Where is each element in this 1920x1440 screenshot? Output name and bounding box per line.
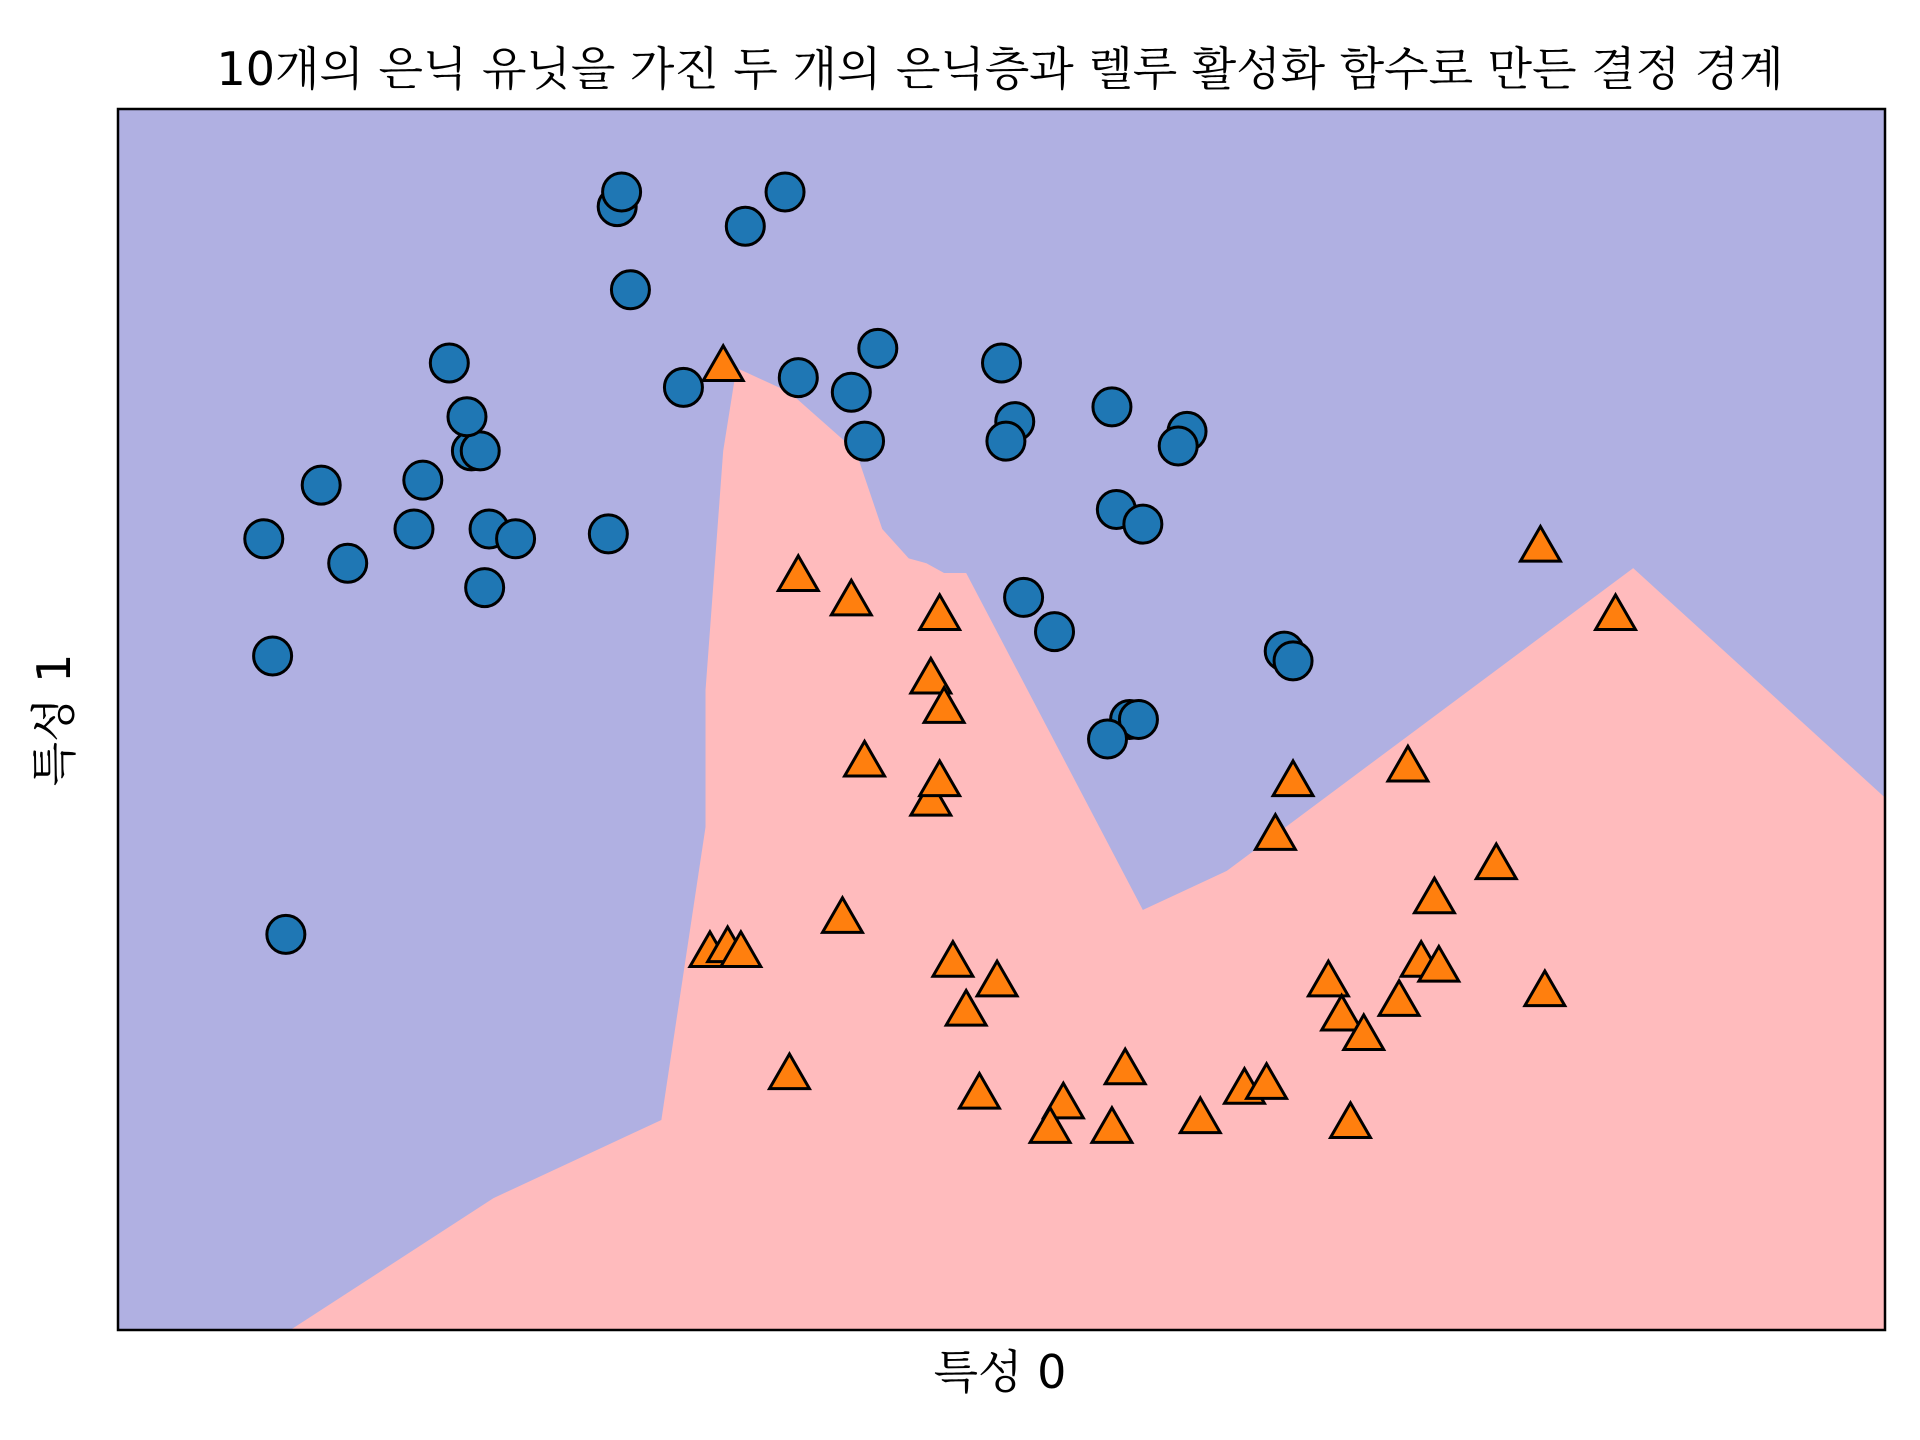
class-0-point — [983, 344, 1021, 382]
class-0-point — [832, 373, 870, 411]
plot-area — [118, 109, 1885, 1330]
class-0-point — [497, 520, 535, 558]
class-0-point — [1124, 505, 1162, 543]
class-0-point — [329, 544, 367, 582]
class-0-point — [1036, 613, 1074, 651]
class-0-point — [766, 173, 804, 211]
class-0-point — [987, 422, 1025, 460]
class-0-point — [859, 329, 897, 367]
class-0-point — [611, 271, 649, 309]
class-0-point — [603, 173, 641, 211]
class-0-point — [726, 207, 764, 245]
class-0-point — [461, 432, 499, 470]
x-axis-label: 특성 0 — [933, 1345, 1067, 1399]
class-0-point — [1274, 642, 1312, 680]
class-0-point — [302, 466, 340, 504]
class-0-point — [1005, 578, 1043, 616]
class-0-point — [245, 520, 283, 558]
class-0-point — [846, 422, 884, 460]
class-0-point — [466, 569, 504, 607]
class-0-point — [664, 368, 702, 406]
class-0-point — [1159, 427, 1197, 465]
y-axis-label: 특성 1 — [27, 653, 81, 787]
class-0-point — [589, 515, 627, 553]
class-0-point — [267, 915, 305, 953]
class-0-point — [430, 344, 468, 382]
class-0-point — [779, 359, 817, 397]
chart-title: 10개의 은닉 유닛을 가진 두 개의 은닉층과 렐루 활성화 함수로 만든 결정 경계 — [216, 42, 1784, 96]
class-0-point — [254, 637, 292, 675]
class-0-point — [1093, 388, 1131, 426]
class-0-point — [395, 510, 433, 548]
class-0-point — [404, 461, 442, 499]
class-0-point — [448, 398, 486, 436]
class-0-point — [1089, 720, 1127, 758]
